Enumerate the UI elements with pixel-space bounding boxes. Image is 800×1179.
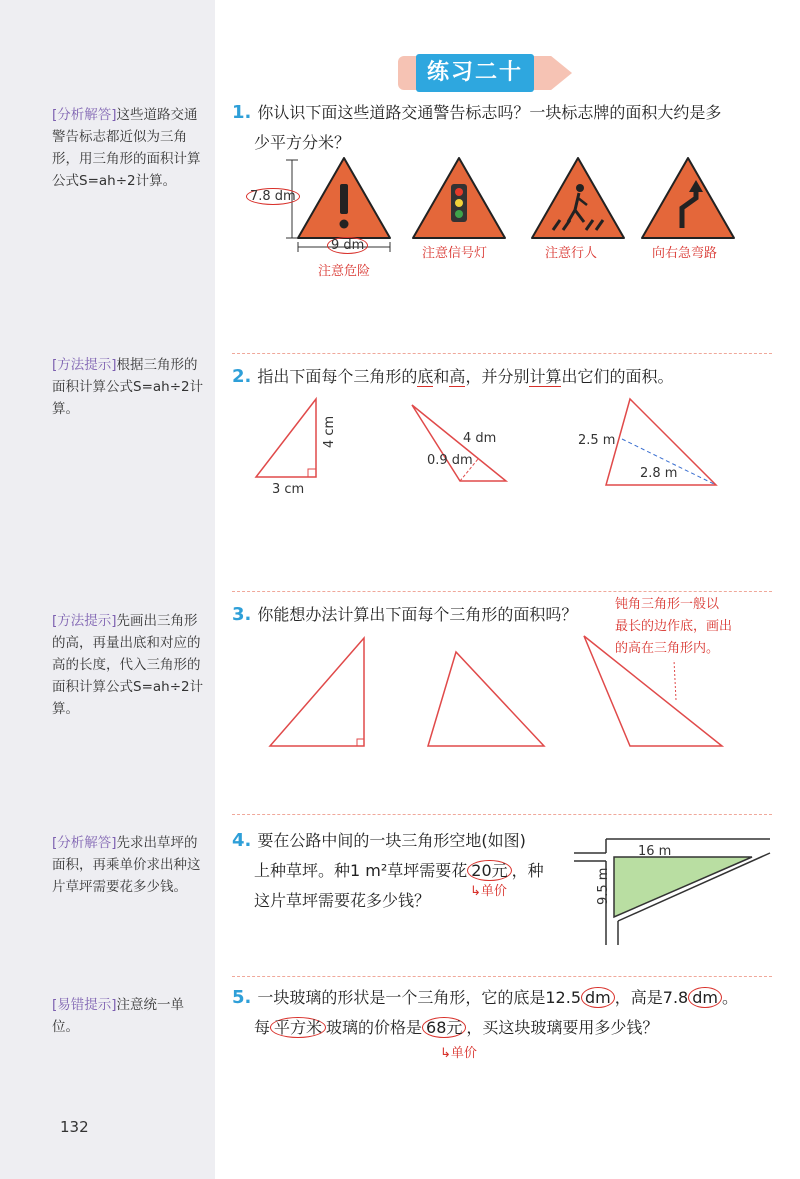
q3-triangle-2 [428,652,544,746]
q2-t2-height: 0.9 dm [427,453,473,468]
q1-signs [230,150,770,285]
q1-height-label: 7.8 dm [240,188,306,205]
q4-width-label: 16 m [638,844,672,859]
note-1: [分析解答]这些道路交通警告标志都近似为三角形，用三角形的面积计算公式S=ah÷2计算。 [52,107,201,189]
q3-triangle-3 [584,636,722,746]
page-number: 132 [60,1118,89,1136]
sign-pedestrian [532,158,624,238]
page-title: 练习二十 [416,54,534,92]
q3-triangles [262,630,742,755]
sign-right-curve [642,158,734,238]
sign-1-label: 注意危险 [318,264,371,279]
q4-height-label: 9.5 m [596,867,611,905]
divider-4 [232,976,772,977]
sign-danger [298,158,390,238]
q5-text: 5. 一块玻璃的形状是一个三角形，它的底是12.5 dm ，高是7.8 dm 。 每 平方米 玻璃的价格是 68元 ，买这块玻璃要用多少钱？ [232,987,738,1037]
divider-3 [232,814,772,815]
q3-text: 3. 你能想办法计算出下面每个三角形的面积吗？ [232,604,578,625]
q2-t1-height: 4 cm [322,415,337,448]
note-3: [方法提示]先画出三角形的高，再量出底和对应的高的长度，代入三角形的面积计算公式S=ah÷2计算。 [52,613,204,717]
sign-2-label: 注意信号灯 [422,246,488,261]
q1-text: 1. 你认识下面这些道路交通警告标志吗？一块标志牌的面积大约是多 少平方分米？ [232,102,722,152]
divider-1 [232,353,772,354]
q4-unit-note: ↳单价 [470,884,507,899]
sign-4-label: 向右急弯路 [652,246,718,261]
note-2: [方法提示]根据三角形的面积计算公式S=ah÷2计算。 [52,357,204,417]
q2-triangle-1 [256,399,316,477]
q2-t3-height: 2.8 m [640,466,678,481]
q2-t2-side: 4 dm [463,431,497,446]
note-5: [易错提示]注意统一单位。 [52,997,185,1035]
q3-triangle-1 [270,638,364,746]
q1-base-label: 9 dm [327,238,368,253]
divider-2 [232,591,772,592]
q4-text: 4. 要在公路中间的一块三角形空地(如图) 上种草坪。种1 m²草坪需要花 20元 ，种 这片草坪需要花多少钱？ [232,830,544,910]
q2-triangles [250,395,740,505]
q2-t3-side: 2.5 m [578,433,616,448]
q2-t1-base: 3 cm [272,482,305,497]
q5-unit-note: ↳单价 [440,1046,477,1061]
sign-traffic-light [413,158,505,238]
sign-3-label: 注意行人 [545,246,598,261]
q3-hint-arrow [674,660,676,700]
note-4: [分析解答]先求出草坪的面积，再乘单价求出种这片草坪需要花多少钱。 [52,835,201,895]
q2-text: 2. 指出下面每个三角形的底和高，并分别计算出它们的面积。 [232,366,674,387]
q3-hint: 钝角三角形一般以 最长的边作底，画出 的高在三角形内。 [615,597,733,656]
